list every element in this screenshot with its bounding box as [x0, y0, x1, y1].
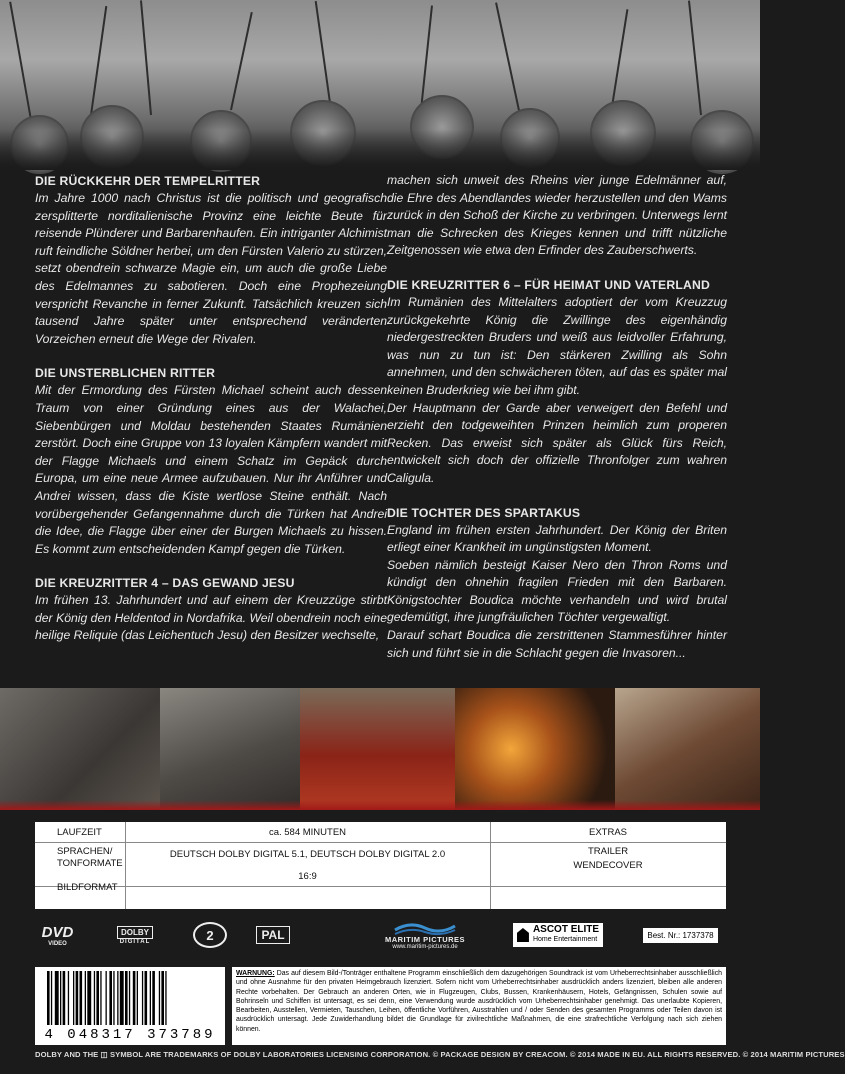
region-number: 2	[193, 922, 227, 948]
format-value: 16:9	[298, 870, 317, 882]
dolby-digital-logo	[105, 914, 165, 956]
section-title: DIE UNSTERBLICHEN RITTER	[35, 366, 216, 381]
still-2	[160, 688, 300, 810]
section-tochter-spartakus	[387, 504, 727, 663]
catalog-number-text: Best. Nr.: 1737378	[643, 928, 717, 943]
ascot-title: ASCOT ELITE	[532, 924, 600, 935]
warning-text-box	[232, 967, 726, 1045]
section-text: Der Hauptmann der Garde aber verweigert den Befehl und erzieht den todgeweihten Prinzen heimlich zum properen Recken. Das erweist sich später als Glück fürs Reich, entwickelt sich doch der offizielle Thronfolger zum wahren Caligula.	[387, 400, 727, 485]
dolby-logo-subtext: DIGITAL	[119, 938, 151, 945]
barcode	[35, 967, 225, 1045]
still-4	[455, 688, 615, 810]
section-text: Im Jahre 1000 nach Christus ist die politisch und geografisch zersplitterte norditalienische Provinz eine leichte Beute für reisende Plünderer und Barbarenhaufen. Ein intriganter Alchimist ruft feindliche Söldner herbei, um den Fürsten Valerio zu stürzen, setzt obendrein schwarze Magie ein, um auch die große Liebe des Edelmannes zu sabotieren. Doch eine Prophezeiung verspricht Revanche in ferner Zukunft. Tatsächlich kreuzen sich tausend Jahre später unter entsprechend veränderten Vorzeichen erneut die Wege der Rivalen.	[35, 191, 387, 346]
languages-label-line-1: SPRACHEN/	[57, 846, 113, 857]
film-stills-strip	[0, 688, 760, 810]
dvd-logo-subtext: VIDEO	[48, 940, 67, 947]
section-kreuzritter-4-continued	[387, 172, 727, 260]
section-unsterblichen-ritter	[35, 364, 387, 558]
dvd-video-logo	[35, 914, 80, 956]
pal-text: PAL	[256, 926, 289, 944]
catalog-number	[635, 914, 726, 956]
maritim-name: MARITIM PICTURES	[384, 934, 466, 944]
languages-value: DEUTSCH DOLBY DIGITAL 5.1, DEUTSCH DOLBY DIGITAL 2.0	[169, 848, 446, 860]
still-5	[615, 688, 760, 810]
dolby-logo-text: DOLBY	[117, 926, 153, 939]
synopsis-column-right	[387, 172, 727, 678]
section-text: Im Rumänien des Mittelalters adoptiert der vom Kreuzzug zurückgekehrte König die Zwillinge des eigenhändig niedergestreckten Bruders und weiß aus leidvoller Erfahrung, was nun zu tun ist: Den stärkeren Zwilling als Sohn annehmen, und den schwächeren töten, auf das es später mal keinen Bruderkrieg wie bei ihm gibt.	[387, 294, 727, 397]
section-title: DIE KREUZRITTER 6 – FÜR HEIMAT UND VATERLAND	[387, 277, 710, 292]
maritim-pictures-logo	[360, 914, 490, 956]
dvd-logo-text: DVD	[41, 923, 74, 941]
region-2-logo	[190, 914, 230, 956]
section-text: Mit der Ermordung des Fürsten Michael scheint auch dessen Traum von einer Gründung eines aus der Walachei, Siebenbürgen und Moldau bestehenden Staates Rumänien zerstört. Doch eine Gruppe von 13 loyalen Kämpfern wandert mit der Flagge Michaels und einem Schatz im Gepäck durch Europa, um eine neue Armee aufzubauen. Nur ihr Anführer und Andrei wissen, dass die Kiste wertlose Steine enthält. Nach vorübergehender Gefangennahme durch die Türken hat Andrei die Idee, die Flagge über einer der Burgen Michaels zu hissen. Es kommt zum entscheidenden Kampf gegen die Türken.	[35, 383, 387, 556]
section-text: Soeben nämlich besteigt Kaiser Nero den Thron Roms und kündigt den ohnehin fragilen Frieden mit den Barbaren. Königstochter Boudica möchte verhandeln und wird brutal gedemütigt, ihre jungfräulichen Töchter vergewaltigt.	[387, 557, 727, 625]
barcode-digits: 4 048317 373789	[44, 1027, 216, 1043]
copyright-footer: DOLBY AND THE ◫ SYMBOL ARE TRADEMARKS OF DOLBY LABORATORIES LICENSING CORPORATION. © PACKAGE DESIGN BY CREACOM. © 2014 MADE IN EU. ALL RIGHTS RESERVED. © 2014 MARITIM PICTURES	[35, 1050, 845, 1059]
section-text: England im frühen ersten Jahrhundert. Der König der Briten erliegt einer Krankheit im ungünstigsten Moment.	[387, 522, 727, 555]
languages-label-line-2: TONFORMATE	[57, 858, 123, 869]
ascot-elite-logo	[497, 914, 619, 956]
barcode-bars	[35, 971, 225, 1031]
hero-battle-image	[0, 0, 760, 170]
section-text: Darauf schart Boudica die zerstrittenen Stammesführer hinter sich und führt sie in die Schlacht gegen die Invasoren...	[387, 628, 727, 660]
synopsis-column-left	[35, 172, 387, 661]
still-1	[0, 688, 160, 810]
format-label: BILDFORMAT	[57, 882, 118, 893]
logo-row	[35, 914, 726, 956]
section-text: machen sich unweit des Rheins vier junge Edelmänner auf, die Ehre des Abendlandes wieder herzustellen und den Wams zurück in den Schoß der Kirche zu verbringen. Unterwegs lernt man die Schrecken des Krieges kennen und trifft nützliche Zeitgenossen wie etwa den Erfinder des Zauberschwerts.	[387, 173, 727, 258]
wave-icon	[395, 921, 455, 935]
section-title: DIE RÜCKKEHR DER TEMPELRITTER	[35, 174, 261, 188]
ascot-subtitle: Home Entertainment	[532, 936, 598, 943]
section-title: DIE KREUZRITTER 4 – DAS GEWAND JESU	[35, 576, 295, 591]
runtime-value: ca. 584 MINUTEN	[268, 826, 347, 838]
section-kreuzritter-4	[35, 574, 387, 645]
maritim-url: www.maritim-pictures.de	[392, 943, 458, 950]
extras-trailer: TRAILER	[587, 845, 629, 857]
runtime-label: LAUFZEIT	[57, 826, 102, 838]
still-3	[300, 688, 455, 810]
section-title: DIE TOCHTER DES SPARTAKUS	[387, 505, 581, 520]
ascot-house-icon	[517, 928, 529, 942]
warning-label: WARNUNG:	[236, 970, 275, 977]
section-kreuzritter-6	[387, 276, 727, 488]
pal-logo	[253, 914, 293, 956]
extras-wendecover: WENDECOVER	[573, 859, 643, 871]
section-rueckkehr-tempelritter	[35, 172, 387, 348]
section-text: Im frühen 13. Jahrhundert und auf einem der Kreuzzüge stirbt der König den Heldentod in Nordafrika. Weil obendrein noch eine heilige Reliquie (das Leichentuch Jesu) den Besitzer wechselte,	[35, 593, 387, 643]
extras-label: EXTRAS	[588, 826, 627, 838]
spec-table	[35, 822, 726, 909]
warning-text: Das auf diesem Bild-/Tonträger enthaltene Programm einschließlich dem dazugehörigen Soundtrack ist vom Urheberrechtsinhaber ausschließlich und ohne Ausnahme für den privaten Heimgebrauch lizenziert. Sofern nicht vom Urheberrechtsinhaber ausdrücklich anders lizenziert, bleiben alle anderen Rechte vorbehalten. Der Gebrauch an anderen Orten, wie in Flugzeugen, Clubs, Bussen, Krankenhäusern, Hotels, Gefängnissen, Schulen sowie auf Bohrinseln und Schiffen ist untersagt, es sei denn, eine Verwendung wurde ausdrücklich vom Urheberrechtsinhaber genehmigt. Das unerlaubte Kopieren, Bearbeiten, Ausstellen, Vermieten, Tauschen, Leihen, öffentliche Vorführen, Ausstrahlen und / oder Senden des gesamten Programms oder Teilen davon ist ausdrücklich untersagt. Jede Zuwiderhandlung bildet die Grundlage für zivilrechtliche Maßnahmen, die eine strafrechtliche Verfolgung nach sich ziehen können.	[236, 970, 722, 1033]
